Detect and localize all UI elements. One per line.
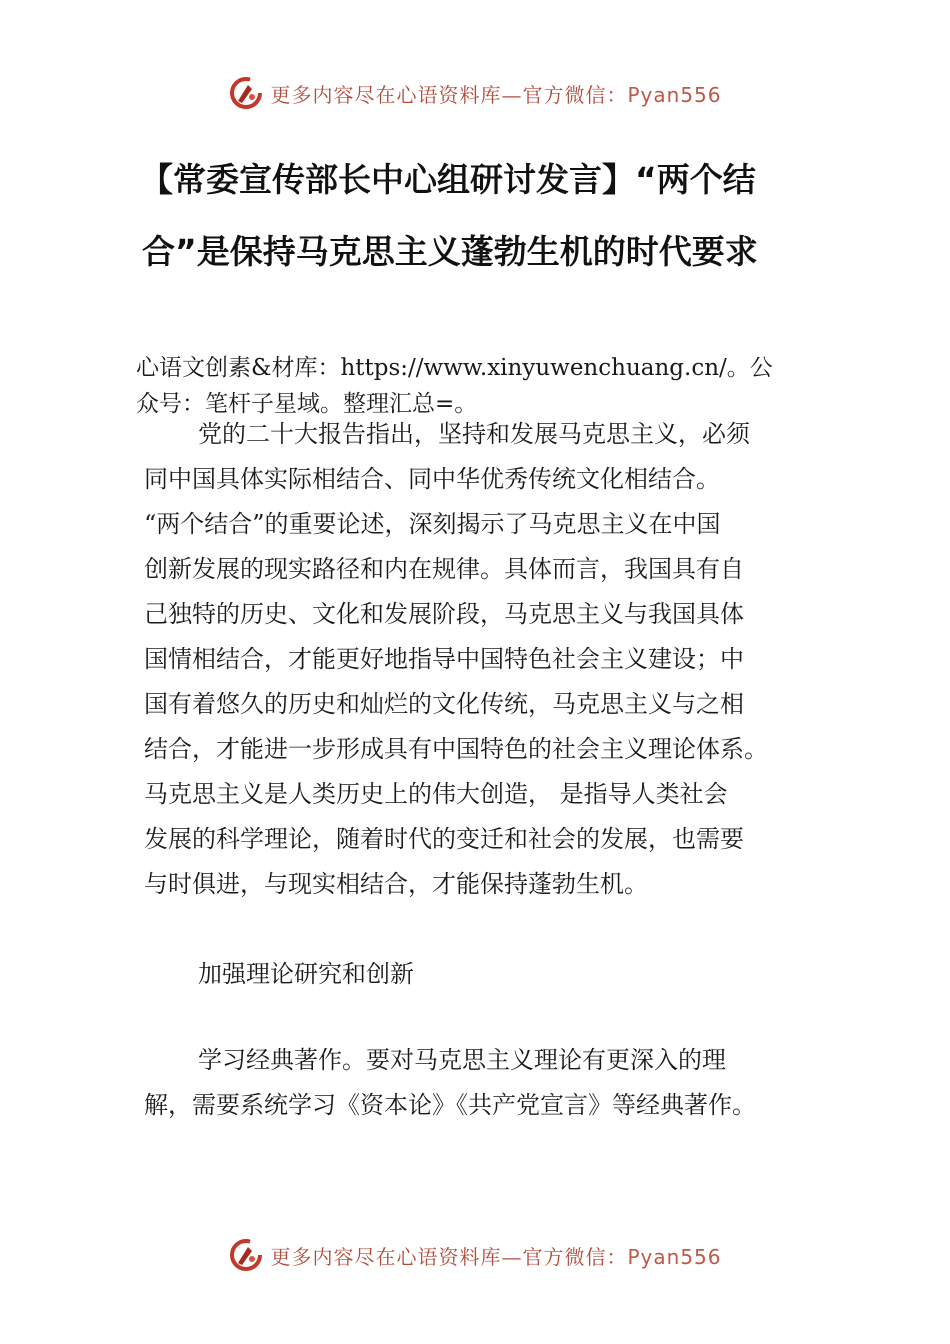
brand-logo-icon (228, 1237, 264, 1273)
document-title-line-1: 【常委宣传部长中心组研讨发言】“两个结 (140, 160, 756, 199)
paragraph-1-line-8: 结合，才能进一步形成具有中国特色的社会主义理论体系。 (144, 735, 768, 763)
source-line-2: 众号：笔杆子星域。整理汇总=。 (136, 391, 478, 417)
footer-banner (0, 1233, 950, 1277)
paragraph-1-line-2: 同中国具体实际相结合、同中华优秀传统文化相结合。 (144, 465, 720, 493)
paragraph-1-line-9: 马克思主义是人类历史上的伟大创造， 是指导人类社会 (144, 780, 728, 808)
banner-text: 更多内容尽在心语资料库—官方微信：Pyan556 (270, 82, 722, 107)
wechat-id: Pyan556 (627, 1244, 722, 1269)
paragraph-1-line-1: 党的二十大报告指出，坚持和发展马克思主义，必须 (198, 420, 750, 448)
paragraph-2-line-1: 学习经典著作。要对马克思主义理论有更深入的理 (198, 1046, 726, 1074)
source-line-1: 心语文创素&材库：https://www.xinyuwenchuang.cn/。公 (136, 355, 773, 381)
paragraph-1-line-7: 国有着悠久的历史和灿烂的文化传统，马克思主义与之相 (144, 690, 744, 718)
brand-logo-icon (228, 75, 264, 111)
banner-text: 更多内容尽在心语资料库—官方微信：Pyan556 (270, 1244, 722, 1269)
paragraph-1-line-3: “两个结合”的重要论述，深刻揭示了马克思主义在中国 (144, 510, 721, 538)
paragraph-1-line-10: 发展的科学理论，随着时代的变迁和社会的发展，也需要 (144, 825, 744, 853)
paragraph-1-line-5: 己独特的历史、文化和发展阶段，马克思主义与我国具体 (144, 600, 744, 628)
paragraph-2-line-2: 解，需要系统学习《资本论》《共产党宣言》等经典著作。 (144, 1091, 756, 1119)
document-title-line-2: 合”是保持马克思主义蓬勃生机的时代要求 (142, 232, 758, 271)
section-heading: 加强理论研究和创新 (198, 960, 414, 988)
paragraph-1-line-4: 创新发展的现实路径和内在规律。具体而言，我国具有自 (144, 555, 744, 583)
wechat-id: Pyan556 (627, 82, 722, 107)
paragraph-1-line-6: 国情相结合，才能更好地指导中国特色社会主义建设；中 (144, 645, 744, 673)
paragraph-1-line-11: 与时俱进，与现实相结合，才能保持蓬勃生机。 (144, 870, 648, 898)
header-banner (0, 71, 950, 115)
